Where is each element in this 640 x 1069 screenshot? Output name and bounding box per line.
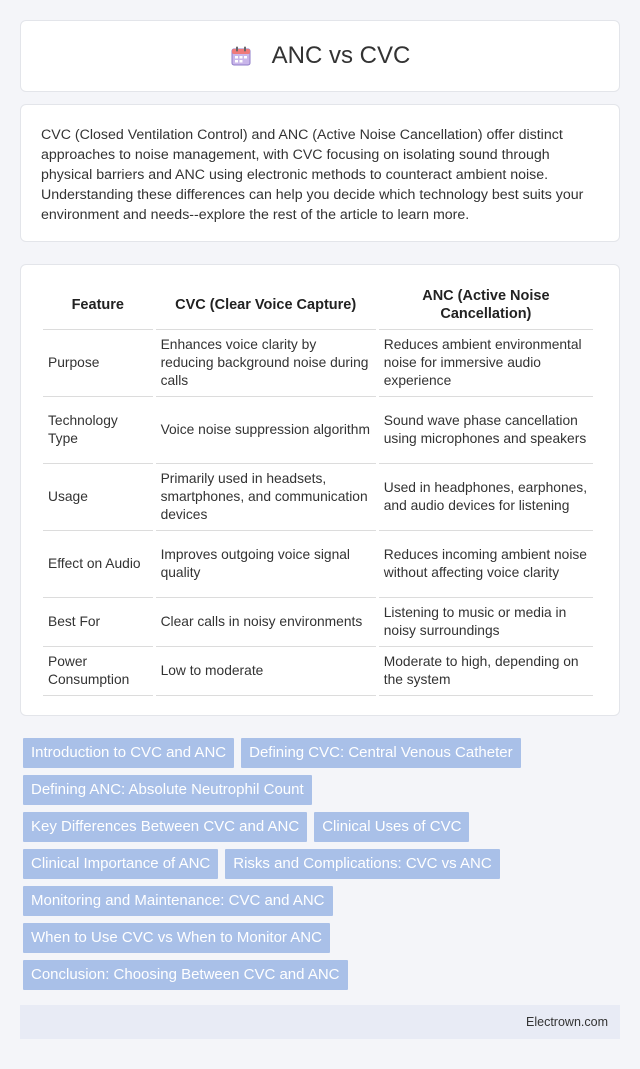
title-card: [20, 20, 620, 92]
tag-monitoring-maintenance[interactable]: Monitoring and Maintenance: CVC and ANC: [23, 886, 333, 916]
cvc-cell: Primarily used in headsets, smartphones, and communication devices: [156, 464, 376, 531]
tag-row: [23, 812, 613, 849]
header-anc: ANC (Active Noise Cancellation): [379, 281, 593, 330]
cvc-cell: Enhances voice clarity by reducing background noise during calls: [156, 330, 376, 397]
tag-when-to-use[interactable]: When to Use CVC vs When to Monitor ANC: [23, 923, 330, 953]
comparison-table: [40, 281, 596, 696]
tag-defining-cvc[interactable]: Defining CVC: Central Venous Catheter: [241, 738, 520, 768]
intro-card: [20, 104, 620, 242]
feature-cell: Effect on Audio: [43, 531, 153, 598]
tag-row: [23, 923, 613, 960]
table-header-row: [43, 281, 593, 330]
feature-cell: Purpose: [43, 330, 153, 397]
anc-cell: Reduces ambient environmental noise for immersive audio experience: [379, 330, 593, 397]
tag-introduction[interactable]: Introduction to CVC and ANC: [23, 738, 234, 768]
tag-row: [23, 849, 613, 886]
anc-cell: Sound wave phase cancellation using microphones and speakers: [379, 397, 593, 464]
header-feature: Feature: [43, 281, 153, 330]
tag-row: [23, 886, 613, 923]
page-title: ANC vs CVC: [271, 42, 411, 69]
cvc-cell: Voice noise suppression algorithm: [156, 397, 376, 464]
cvc-cell: Clear calls in noisy environments: [156, 598, 376, 647]
footer: [20, 1005, 620, 1039]
tag-conclusion[interactable]: Conclusion: Choosing Between CVC and ANC: [23, 960, 348, 990]
table-row: [43, 330, 593, 397]
table-row: [43, 598, 593, 647]
anc-cell: Moderate to high, depending on the system: [379, 647, 593, 696]
anc-cell: Used in headphones, earphones, and audio devices for listening: [379, 464, 593, 531]
tag-clinical-uses-cvc[interactable]: Clinical Uses of CVC: [314, 812, 469, 842]
tag-clinical-importance-anc[interactable]: Clinical Importance of ANC: [23, 849, 218, 879]
tag-row: [23, 960, 613, 997]
table-row: [43, 531, 593, 598]
comparison-table-card: [20, 264, 620, 716]
intro-text: CVC (Closed Ventilation Control) and ANC (Active Noise Cancellation) offer distinct approaches to noise management, with CVC focusing on isolating sound through physical barriers and ANC using electronic methods to counteract ambient noise. Understanding these differences can help you decide which technology best suits your environment and needs--explore the rest of the article to learn more.: [41, 127, 584, 223]
tag-row: [23, 738, 613, 775]
header-cvc: CVC (Clear Voice Capture): [156, 281, 376, 330]
feature-cell: Usage: [43, 464, 153, 531]
table-row: [43, 464, 593, 531]
feature-cell: Power Consumption: [43, 647, 153, 696]
cvc-cell: Low to moderate: [156, 647, 376, 696]
table-row: [43, 647, 593, 696]
topic-tags: [23, 738, 613, 997]
feature-cell: Technology Type: [43, 397, 153, 464]
calendar-icon: [230, 45, 252, 67]
footer-brand[interactable]: Electrown.com: [526, 1015, 608, 1029]
tag-key-differences[interactable]: Key Differences Between CVC and ANC: [23, 812, 307, 842]
feature-cell: Best For: [43, 598, 153, 647]
tag-defining-anc[interactable]: Defining ANC: Absolute Neutrophil Count: [23, 775, 312, 805]
tag-row: [23, 775, 613, 812]
table-row: [43, 397, 593, 464]
tag-risks-complications[interactable]: Risks and Complications: CVC vs ANC: [225, 849, 499, 879]
cvc-cell: Improves outgoing voice signal quality: [156, 531, 376, 598]
anc-cell: Listening to music or media in noisy surroundings: [379, 598, 593, 647]
anc-cell: Reduces incoming ambient noise without affecting voice clarity: [379, 531, 593, 598]
